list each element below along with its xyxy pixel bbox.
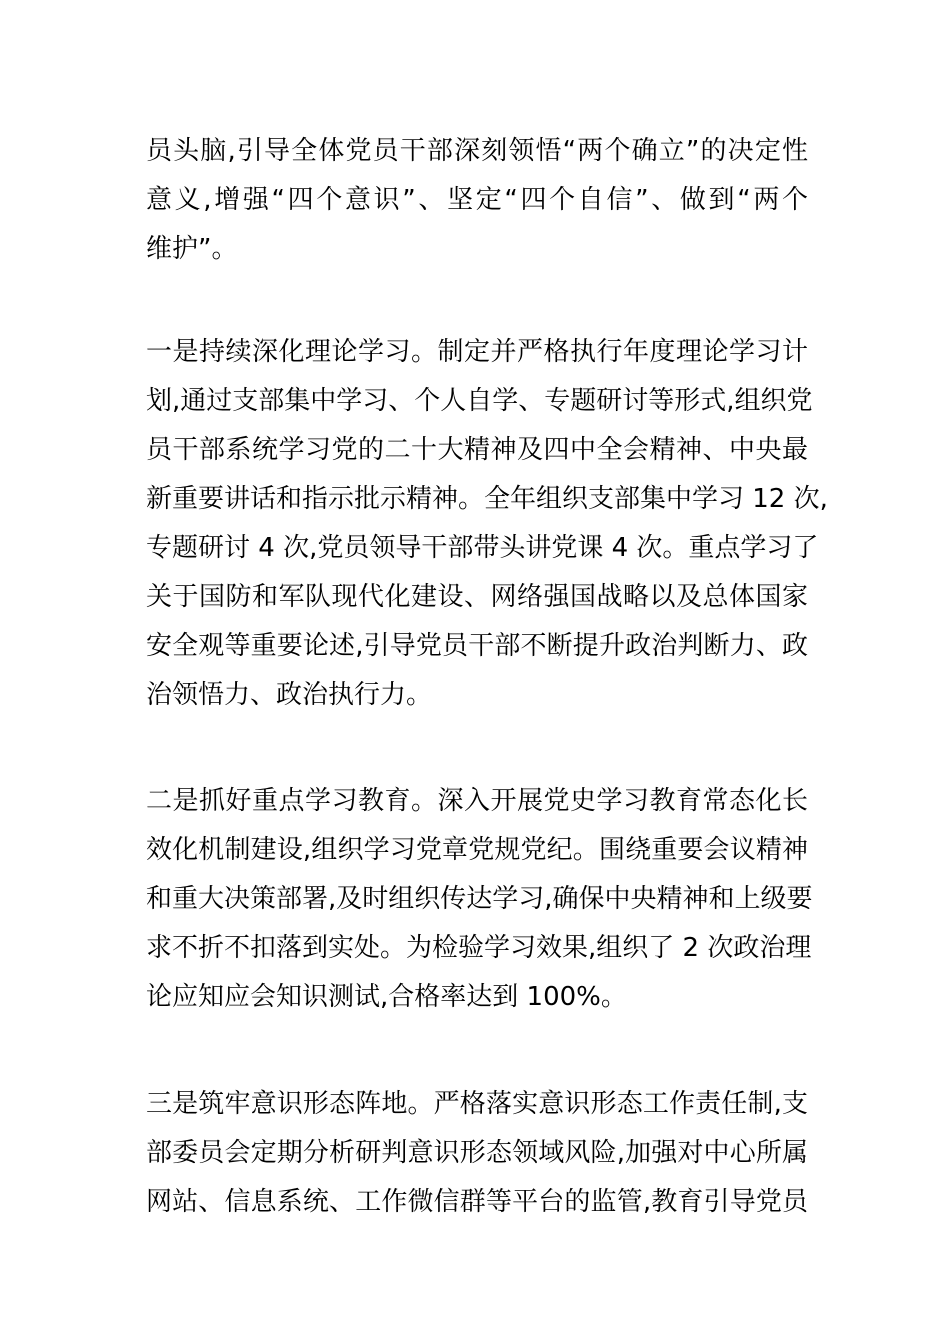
paragraph-key-education <box>146 777 813 1022</box>
text-line: 一是持续深化理论学习。制定并严格执行年度理论学习计 <box>146 337 808 367</box>
text-line: 新重要讲话和指示批示精神。全年组织支部集中学习 12 次, <box>146 484 828 514</box>
text-line: 求不折不扣落到实处。为检验学习效果,组织了 2 次政治理 <box>146 933 812 963</box>
paragraph-intro-continuation <box>146 127 808 274</box>
text-line: 治领悟力、政治执行力。 <box>146 680 433 710</box>
text-line: 论应知应会知识测试,合格率达到 100%。 <box>146 982 627 1012</box>
text-line: 三是筑牢意识形态阵地。严格落实意识形态工作责任制,支 <box>146 1089 808 1119</box>
text-line: 效化机制建设,组织学习党章党规党纪。围绕重要会议精神 <box>146 835 808 865</box>
text-line: 意义,增强“四个意识”、坚定“四个自信”、做到“两个 <box>146 185 808 215</box>
paragraph-theory-study <box>146 328 828 720</box>
text-line: 网站、信息系统、工作微信群等平台的监管,教育引导党员 <box>146 1187 808 1217</box>
text-line: 部委员会定期分析研判意识形态领域风险,加强对中心所属 <box>146 1138 808 1168</box>
text-line: 员干部系统学习党的二十大精神及四中全会精神、中央最 <box>146 435 808 465</box>
text-line: 专题研讨 4 次,党员领导干部带头讲党课 4 次。重点学习了 <box>146 533 819 563</box>
text-line: 二是抓好重点学习教育。深入开展党史学习教育常态化长 <box>146 786 808 816</box>
text-line: 划,通过支部集中学习、个人自学、专题研讨等形式,组织党 <box>146 386 813 416</box>
text-line: 和重大决策部署,及时组织传达学习,确保中央精神和上级要 <box>146 884 813 914</box>
text-line: 安全观等重要论述,引导党员干部不断提升政治判断力、政 <box>146 631 808 661</box>
text-line: 员头脑,引导全体党员干部深刻领悟“两个确立”的决定性 <box>146 136 808 166</box>
text-line: 维护”。 <box>146 234 238 264</box>
text-line: 关于国防和军队现代化建设、网络强国战略以及总体国家 <box>146 582 808 612</box>
paragraph-ideology-front <box>146 1080 808 1227</box>
